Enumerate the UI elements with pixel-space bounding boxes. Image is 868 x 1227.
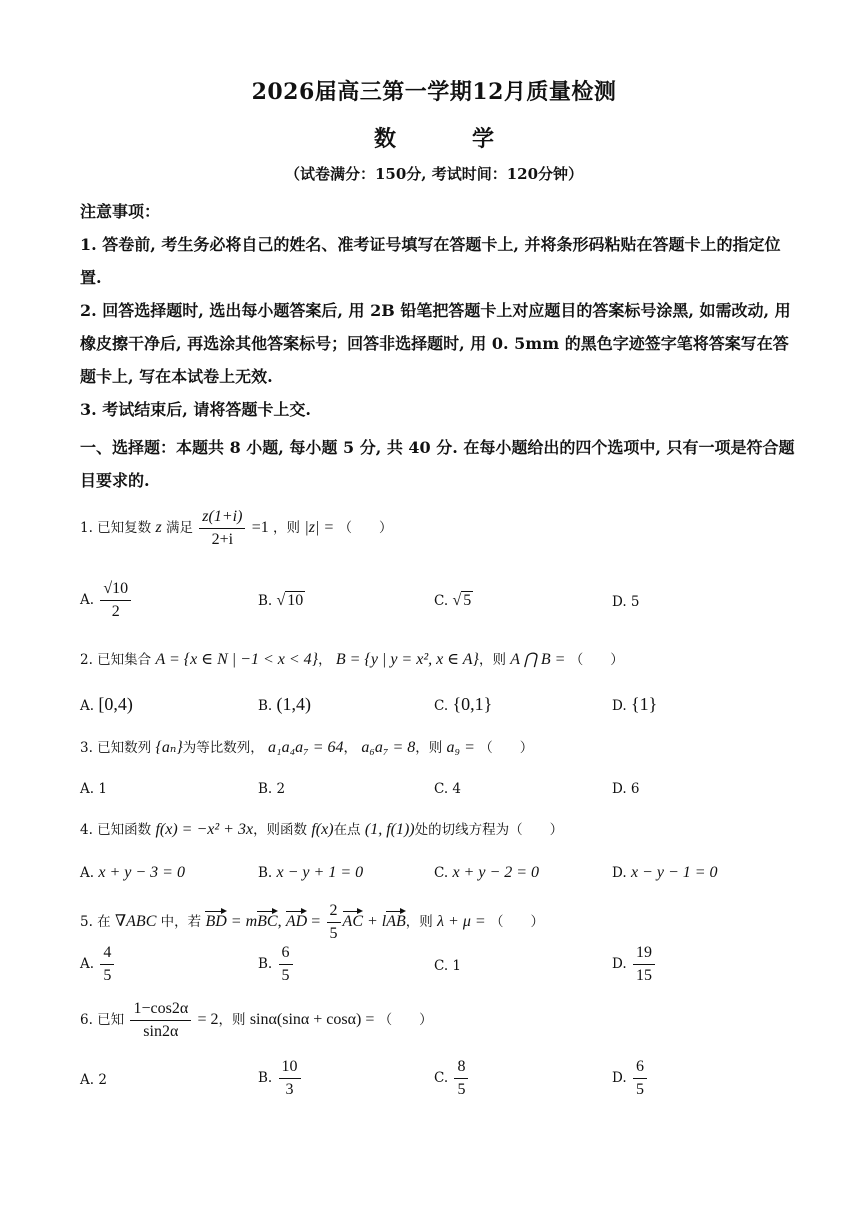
- q1-c-rad: 5: [463, 592, 472, 609]
- q2-b-label: B.: [258, 698, 273, 714]
- q1-a-label: A.: [80, 592, 95, 608]
- q3-text-2: 为等比数列，: [182, 740, 264, 756]
- q6-b-frac: [279, 1058, 301, 1099]
- q5-eq-1: = m: [226, 913, 258, 930]
- q6-paren: （ ）: [378, 1012, 433, 1028]
- q6-text-2: ，则: [218, 1012, 246, 1028]
- q4-b-label: B.: [258, 865, 273, 881]
- question-2: [80, 648, 624, 669]
- q5-b-num: 6: [279, 944, 293, 965]
- q5-b-den: 5: [281, 967, 290, 984]
- q5-plus: + l: [363, 913, 387, 930]
- q6-c-label: C.: [434, 1070, 449, 1086]
- q2-d-label: D.: [612, 698, 627, 714]
- q4-func-2: f(x): [311, 821, 334, 838]
- q1-frac-num: z(1+i): [199, 508, 245, 529]
- q2-c-val: {0,1}: [452, 694, 493, 714]
- q4-b-val: x − y + 1 = 0: [276, 864, 364, 881]
- q2-setA: A = {x ∈ N | −1 < x < 4}: [155, 651, 319, 668]
- q4-text-3: 在点: [333, 822, 361, 838]
- q4-func: f(x) = −x² + 3x: [155, 821, 254, 838]
- q1-a-frac: [100, 580, 131, 621]
- q2-expr: A ⋂ B =: [510, 651, 566, 668]
- subject-heading: [0, 122, 868, 153]
- q1-abs: |z| =: [304, 519, 335, 536]
- q6-fraction: [130, 1000, 191, 1041]
- notes-heading: 注意事项：: [80, 202, 161, 221]
- q1-fraction: [199, 508, 245, 549]
- q5-vec-ad: AD: [285, 913, 308, 930]
- q6-option-b[interactable]: [258, 1058, 303, 1099]
- q1-text: 1. 已知复数: [80, 520, 152, 536]
- note-3: 3. 考试结束后, 请将答题卡上交.: [80, 400, 311, 419]
- q2-a-label: A.: [80, 698, 95, 714]
- q5-d-den: 15: [635, 967, 652, 984]
- q2-text: 2. 已知集合: [80, 652, 152, 668]
- q5-ask: λ + μ =: [437, 913, 486, 930]
- q5-text: 5. 在: [80, 914, 111, 930]
- q3-option-b[interactable]: B. 2: [258, 781, 286, 797]
- q4-option-c[interactable]: [434, 864, 539, 882]
- q5-triangle: ∇ABC: [114, 913, 157, 930]
- q6-frac-den: sin2α: [143, 1023, 179, 1040]
- q2-setB: B = {y | y = x², x ∈ A}: [335, 651, 479, 668]
- q5-d-num: 19: [633, 944, 655, 965]
- q6-frac-num: 1−cos2α: [130, 1000, 191, 1021]
- q2-option-c[interactable]: [434, 694, 492, 715]
- q4-c-label: C.: [434, 865, 449, 881]
- q5-frac-den: 5: [329, 925, 338, 942]
- q6-c-num: 8: [454, 1058, 468, 1079]
- q2-b-val: (1,4): [276, 694, 312, 714]
- q5-eq-2: =: [307, 913, 321, 930]
- q2-option-d[interactable]: [612, 694, 657, 715]
- q2-paren: （ ）: [569, 652, 624, 668]
- q5-d-label: D.: [612, 956, 627, 972]
- q4-d-val: x − y − 1 = 0: [630, 864, 718, 881]
- q5-frac-num: 2: [327, 902, 341, 923]
- q6-d-den: 5: [635, 1081, 644, 1098]
- subject-char-1: 数: [373, 126, 396, 152]
- q2-option-b[interactable]: [258, 694, 311, 715]
- q1-option-b[interactable]: [258, 592, 305, 610]
- q1-option-c[interactable]: [434, 592, 473, 610]
- subject-char-2: 学: [472, 126, 495, 152]
- q6-c-den: 5: [457, 1081, 466, 1098]
- q1-option-d[interactable]: D. 5: [612, 594, 640, 610]
- q5-text-3: ，则: [405, 914, 433, 930]
- q2-d-val: {1}: [630, 694, 658, 714]
- exam-info: （试卷满分：150分, 考试时间：120分钟）: [284, 165, 584, 183]
- q5-vec-ab: AB: [386, 913, 406, 930]
- q4-option-b[interactable]: [258, 864, 363, 882]
- q3-text: 3. 已知数列: [80, 740, 152, 756]
- q5-option-c[interactable]: C. 1: [434, 958, 462, 974]
- q5-a-label: A.: [80, 956, 95, 972]
- q5-comma: ,: [277, 913, 282, 930]
- q5-b-frac: [279, 944, 293, 985]
- q5-option-b[interactable]: [258, 944, 295, 985]
- q5-vec-ac: AC: [342, 913, 363, 930]
- q6-expr: sinα(sinα + cosα) =: [249, 1011, 375, 1028]
- q3-text-3: ，则: [415, 740, 443, 756]
- q1-a-num: √10: [100, 580, 131, 601]
- q4-text-4: 处的切线方程为（ ）: [414, 822, 564, 838]
- q1-b-rad: 10: [287, 592, 304, 609]
- q4-d-label: D.: [612, 865, 627, 881]
- q1-option-a[interactable]: [80, 580, 133, 621]
- note-1: 1. 答卷前, 考生务必将自己的姓名、准考证号填写在答题卡上, 并将条形码粘贴在答题卡上的指定位置.: [80, 235, 781, 287]
- q3-ask: a₉ =: [446, 739, 475, 756]
- q3-option-a[interactable]: A. 1: [80, 781, 107, 797]
- q1-paren: （ ）: [338, 520, 393, 536]
- q6-b-label: B.: [258, 1070, 273, 1086]
- q3-option-c[interactable]: C. 4: [434, 781, 462, 797]
- q4-a-val: x + y − 3 = 0: [98, 864, 185, 881]
- q1-c-label: C.: [434, 593, 449, 609]
- q4-a-label: A.: [80, 865, 95, 881]
- q1-text-3: ，则: [273, 520, 301, 536]
- q1-frac-den: 2+i: [211, 531, 234, 548]
- q5-a-den: 5: [103, 967, 112, 984]
- q4-text-2: ，则函数: [253, 822, 308, 838]
- q2-comma: ，: [318, 652, 332, 668]
- q5-text-2: 中，若: [160, 914, 202, 930]
- q5-vec-bd: BD: [205, 913, 227, 930]
- exam-title: 2026届高三第一学期12月质量检测: [251, 79, 617, 105]
- q5-b-label: B.: [258, 956, 273, 972]
- q1-var: z: [155, 519, 162, 536]
- q6-eq: = 2: [197, 1011, 219, 1028]
- q2-text-2: ，则: [478, 652, 506, 668]
- q4-option-d[interactable]: [612, 864, 718, 882]
- q3-option-d[interactable]: D. 6: [612, 781, 640, 797]
- q1-a-den: 2: [111, 603, 120, 620]
- note-2: 2. 回答选择题时, 选出每小题答案后, 用 2B 铅笔把答题卡上对应题目的答案标号涂黑, 如需改动, 用橡皮擦干净后, 再选涂其他答案标号；回答非选择题时, 用 0. 5mm 的黑色字迹签字笔将答案写在答题卡上, 写在本试卷上无效.: [80, 301, 791, 386]
- q1-c-sqrt: √ 5: [452, 592, 472, 609]
- q5-a-num: 4: [100, 944, 114, 965]
- q5-d-frac: [633, 944, 655, 985]
- q6-d-frac: [633, 1058, 647, 1099]
- q3-cond-2: a₆a₇ = 8: [361, 739, 416, 756]
- q4-c-val: x + y − 2 = 0: [452, 864, 540, 881]
- q1-b-label: B.: [258, 593, 273, 609]
- q4-point: (1, f(1)): [364, 821, 415, 838]
- q1-text-2: 满足: [166, 520, 193, 536]
- q6-text: 6. 已知: [80, 1012, 125, 1028]
- q5-vec-bc: BC: [257, 913, 278, 930]
- q5-a-frac: [100, 944, 114, 985]
- q2-c-label: C.: [434, 698, 449, 714]
- q6-b-num: 10: [279, 1058, 301, 1079]
- q1-eq: =1: [251, 519, 269, 536]
- q6-option-d[interactable]: [612, 1058, 649, 1099]
- q5-option-d[interactable]: [612, 944, 657, 985]
- q6-c-frac: [454, 1058, 468, 1099]
- question-5: [80, 902, 544, 943]
- q6-option-a[interactable]: A. 2: [80, 1072, 107, 1088]
- q3-paren: （ ）: [479, 740, 534, 756]
- q2-option-a[interactable]: [80, 694, 133, 715]
- q3-seq: {aₙ}: [155, 739, 183, 756]
- q6-d-label: D.: [612, 1070, 627, 1086]
- question-3: [80, 736, 533, 757]
- q4-option-a[interactable]: [80, 864, 185, 882]
- q1-b-sqrt: √ 10: [276, 592, 304, 609]
- q6-option-c[interactable]: [434, 1058, 470, 1099]
- question-4: [80, 818, 563, 839]
- q2-a-val: [0,4): [98, 694, 133, 714]
- q3-comma: ，: [343, 740, 358, 756]
- q3-cond-1: a₁a₄a₇ = 64: [268, 739, 344, 756]
- q5-fraction: [327, 902, 341, 943]
- q6-b-den: 3: [285, 1081, 294, 1098]
- question-1: [80, 508, 392, 549]
- q5-option-a[interactable]: [80, 944, 116, 985]
- q6-d-num: 6: [633, 1058, 647, 1079]
- q5-paren: （ ）: [489, 914, 544, 930]
- section-heading: 一、选择题：本题共 8 小题, 每小题 5 分, 共 40 分. 在每小题给出的四个选项中, 只有一项是符合题目要求的.: [80, 438, 795, 490]
- question-6: [80, 1000, 433, 1041]
- q4-text: 4. 已知函数: [80, 822, 152, 838]
